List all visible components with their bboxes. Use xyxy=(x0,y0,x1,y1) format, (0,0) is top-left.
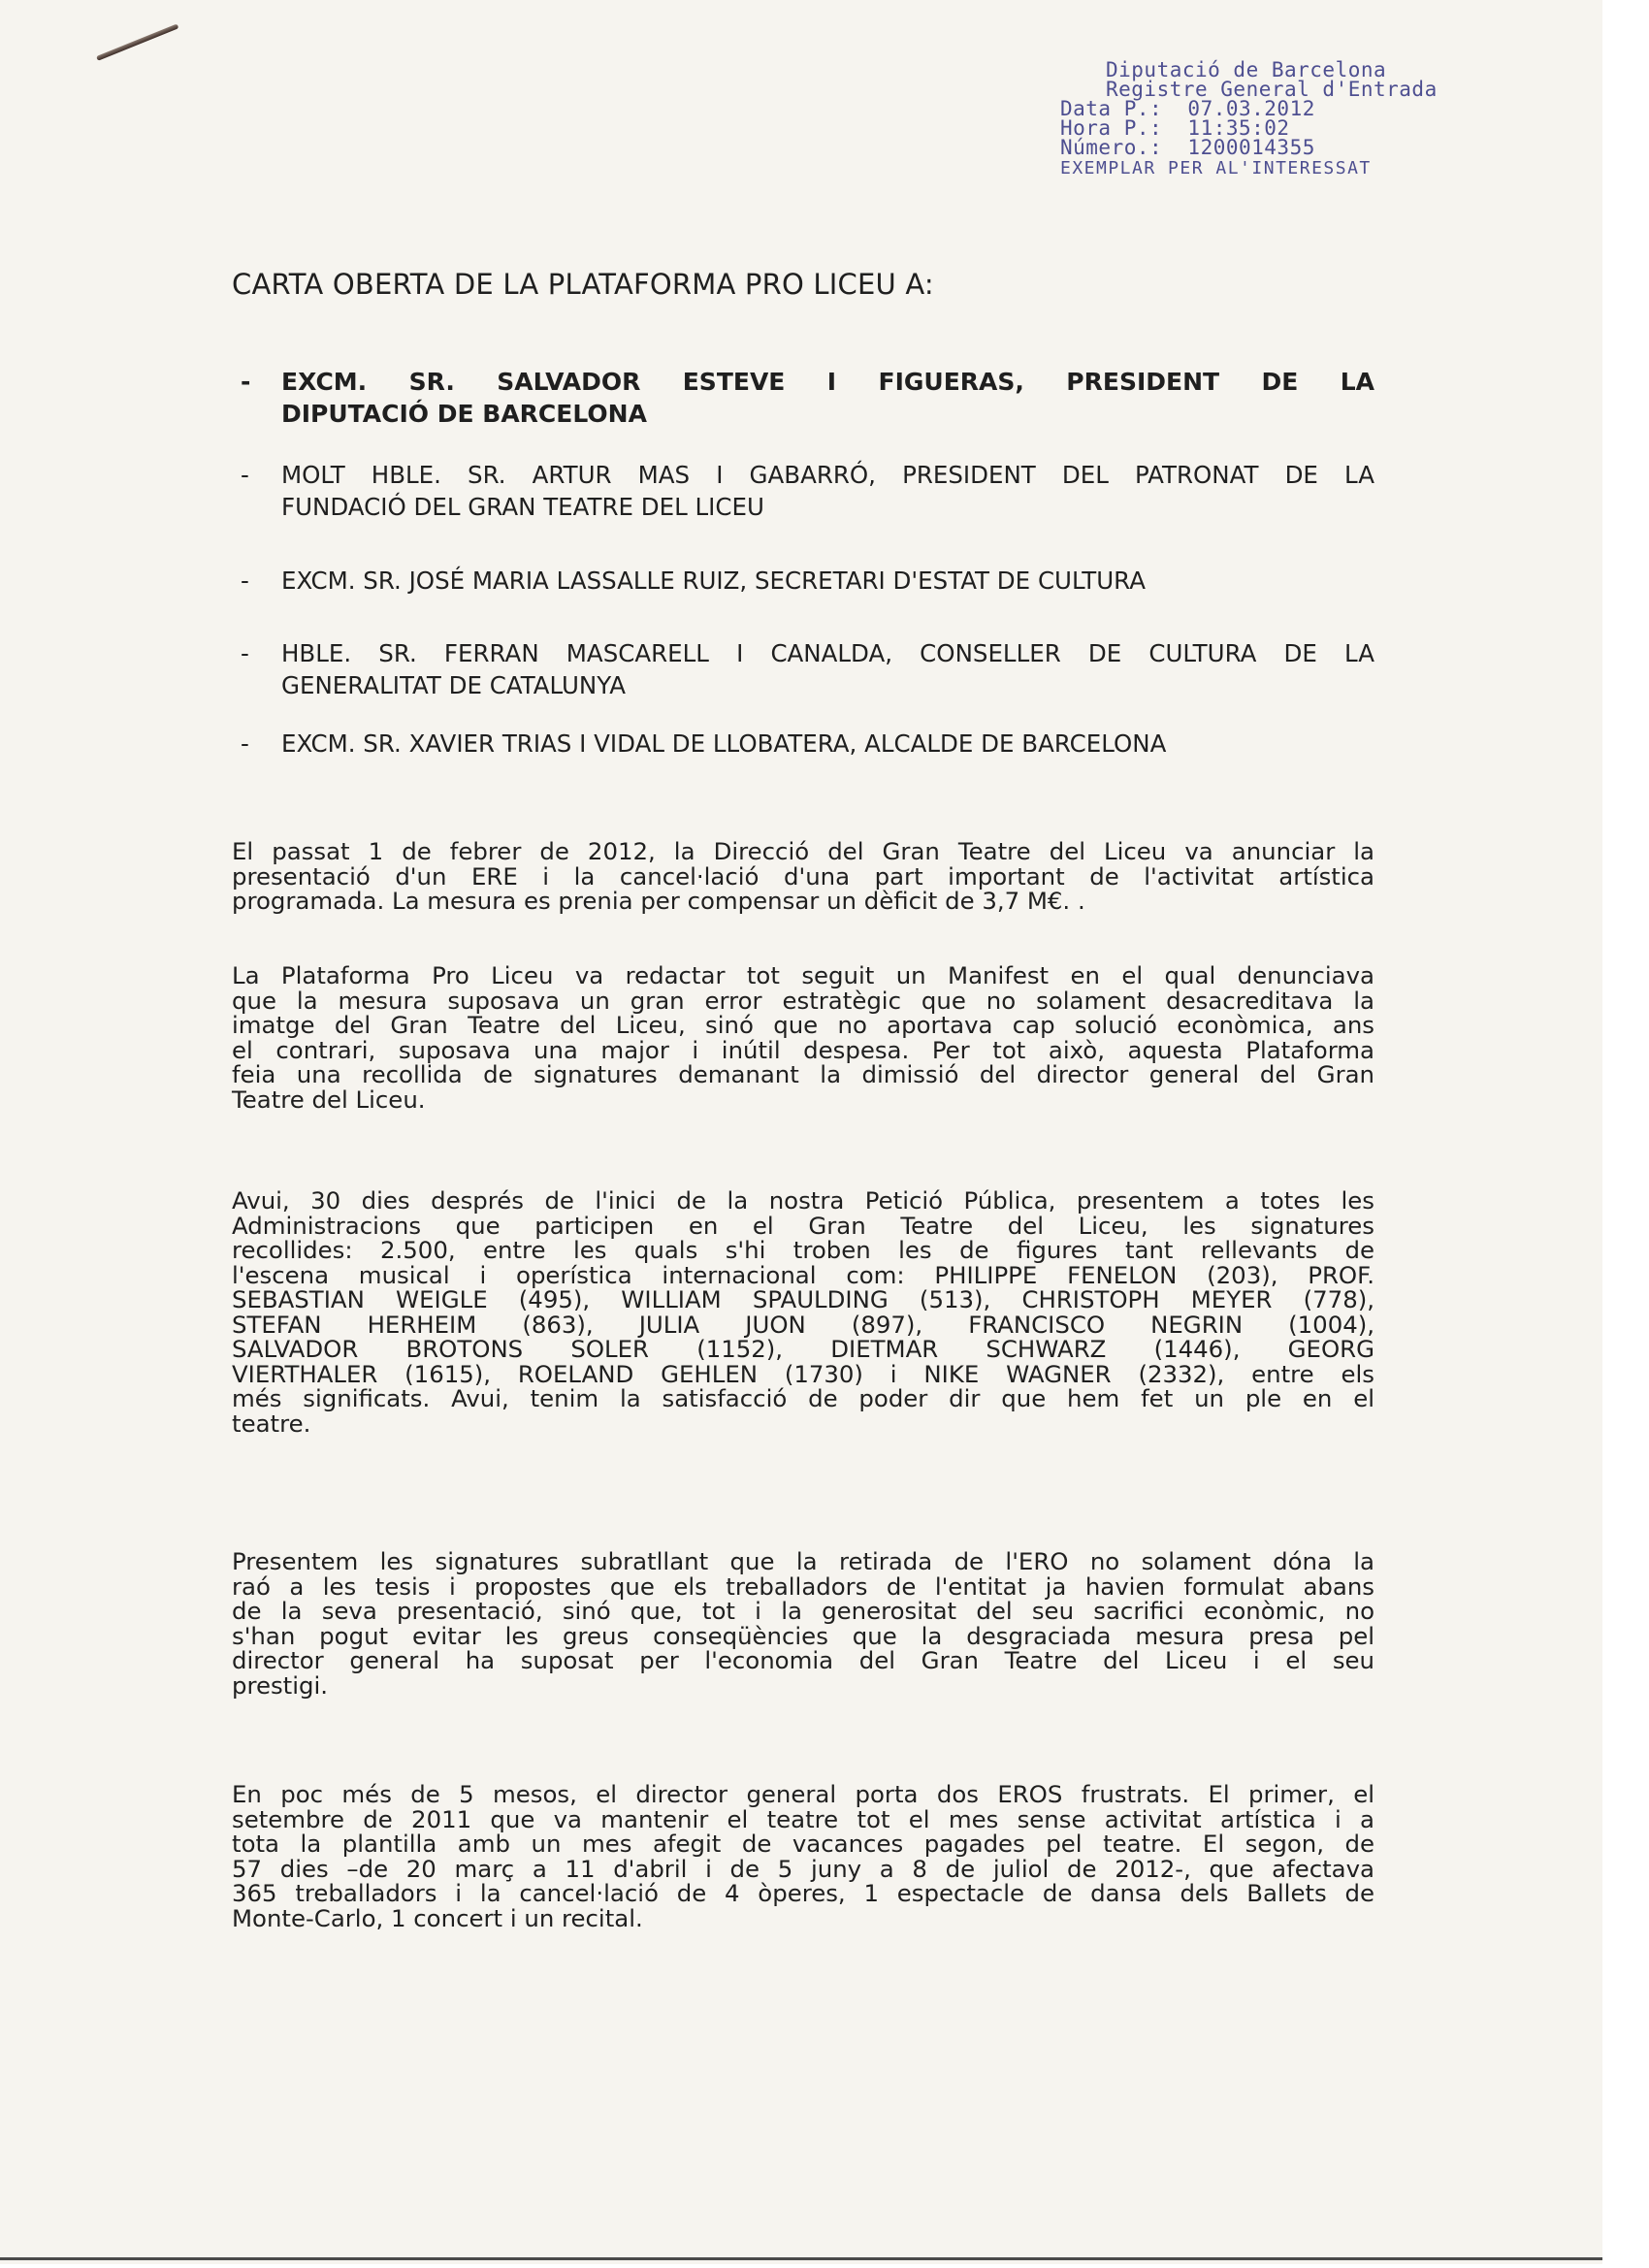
recipient-line: MOLT HBLE. SR. ARTUR MAS I GABARRÓ, PRESIDENT DEL PATRONAT DE LA xyxy=(281,461,1374,489)
text-line: En poc més de 5 mesos, el director general porta dos EROS frustrats. El primer, el xyxy=(232,1780,1374,1808)
paragraph-ero-withdrawal xyxy=(232,1549,1374,1698)
text-line: que la mesura suposava un gran error estratègic que no solament desacreditava la xyxy=(232,986,1374,1015)
paragraph-eros-frustrated xyxy=(232,1782,1374,1930)
text-line: La Plataforma Pro Liceu va redactar tot seguit un Manifest en el qual denunciava xyxy=(232,961,1374,989)
text-line: Administracions que participen en el Gran Teatre del Liceu, les signatures xyxy=(232,1211,1374,1240)
recipient-line: FUNDACIÓ DEL GRAN TEATRE DEL LICEU xyxy=(281,493,764,521)
text-line: recollides: 2.500, entre les quals s'hi troben les de figures tant rellevants de xyxy=(232,1236,1374,1264)
text-line: SALVADOR BROTONS SOLER (1152), DIETMAR SCHWARZ (1446), GEORG xyxy=(232,1335,1374,1363)
text-line: programada. La mesura es prenia per compensar un dèficit de 3,7 M€. . xyxy=(232,887,1085,915)
list-dash: - xyxy=(241,461,249,489)
text-line: presentació d'un ERE i la cancel·lació d'una part important de l'activitat artística xyxy=(232,861,1374,891)
stamp-copy-note: EXEMPLAR PER AL'INTERESSAT xyxy=(1060,158,1372,178)
recipient-line: DIPUTACIÓ DE BARCELONA xyxy=(281,400,647,428)
text-line: VIERTHALER (1615), ROELAND GEHLEN (1730) i NIKE WAGNER (2332), entre els xyxy=(232,1359,1374,1388)
text-line: Presentem les signatures subratllant que la retirada de l'ERO no solament dóna la xyxy=(232,1547,1374,1575)
paragraph-announcement xyxy=(232,839,1374,914)
text-line: imatge del Gran Teatre del Liceu, sinó que no aportava cap solució econòmica, ans xyxy=(232,1011,1374,1039)
stamp-registry: Registre General d'Entrada xyxy=(1106,78,1438,101)
staple-mark xyxy=(96,23,178,60)
text-line: El passat 1 de febrer de 2012, la Direcció del Gran Teatre del Liceu va anunciar la xyxy=(232,837,1374,865)
paragraph-manifest xyxy=(232,963,1374,1112)
text-line: tota la plantilla amb un mes afegit de vacances pagades pel teatre. El segon, de xyxy=(232,1830,1374,1858)
recipient-line: EXCM. SR. XAVIER TRIAS I VIDAL DE LLOBATERA, ALCALDE DE BARCELONA xyxy=(281,729,1167,758)
registry-stamp xyxy=(1060,60,1438,178)
text-line: Teatre del Liceu. xyxy=(232,1085,426,1114)
text-line: director general ha suposat per l'economia del Gran Teatre del Liceu i el seu xyxy=(232,1646,1374,1674)
list-dash: - xyxy=(241,567,249,595)
recipient-line: EXCM. SR. SALVADOR ESTEVE I FIGUERAS, PRESIDENT DE LA xyxy=(281,368,1374,396)
recipient-line: GENERALITAT DE CATALUNYA xyxy=(281,671,627,699)
text-line: de la seva presentació, sinó que, tot i la generositat del seu sacrifici econòmic, no xyxy=(232,1597,1374,1625)
text-line: Monte-Carlo, 1 concert i un recital. xyxy=(232,1903,643,1932)
recipient-line: EXCM. SR. JOSÉ MARIA LASSALLE RUIZ, SECRETARI D'ESTAT DE CULTURA xyxy=(281,567,1146,595)
stamp-number: Número.: 1200014355 xyxy=(1060,136,1315,159)
text-line: 365 treballadors i la cancel·lació de 4 òperes, 1 espectacle de dansa dels Ballets de xyxy=(232,1879,1374,1907)
list-dash: - xyxy=(241,729,249,758)
text-line: l'escena musical i operística internacional com: PHILIPPE FENELON (203), PROF. xyxy=(232,1260,1374,1289)
stamp-institution: Diputació de Barcelona xyxy=(1106,58,1387,81)
text-line: 57 dies –de 20 març a 11 d'abril i de 5 juny a 8 de juliol de 2012-, que afectava xyxy=(232,1854,1374,1883)
recipient-line: HBLE. SR. FERRAN MASCARELL I CANALDA, CONSELLER DE CULTURA DE LA xyxy=(281,639,1374,667)
page-bottom-edge xyxy=(0,2257,1602,2260)
text-line: prestigi. xyxy=(232,1670,329,1700)
stamp-time: Hora P.: 11:35:02 xyxy=(1060,116,1290,140)
recipient-item xyxy=(241,366,1374,430)
text-line: feia una recollida de signatures demanant la dimissió del director general del Gran xyxy=(232,1060,1374,1088)
list-dash: - xyxy=(241,368,251,396)
text-line: teatre. xyxy=(232,1409,311,1438)
text-line: el contrari, suposava una major i inútil despesa. Per tot això, aquesta Plataforma xyxy=(232,1035,1374,1064)
recipient-item xyxy=(241,459,1374,523)
recipient-item xyxy=(241,728,1374,760)
text-line: s'han pogut evitar les greus conseqüències que la desgraciada mesura presa pel xyxy=(232,1621,1374,1650)
text-line: raó a les tesis i propostes que els treballadors de l'entitat ja havien formulat abans xyxy=(232,1571,1374,1601)
recipient-item xyxy=(241,565,1374,597)
recipient-item xyxy=(241,637,1374,701)
text-line: STEFAN HERHEIM (863), JULIA JUON (897), FRANCISCO NEGRIN (1004), xyxy=(232,1310,1374,1339)
text-line: SEBASTIAN WEIGLE (495), WILLIAM SPAULDING (513), CHRISTOPH MEYER (778), xyxy=(232,1285,1374,1313)
stamp-date: Data P.: 07.03.2012 xyxy=(1060,97,1315,120)
paragraph-signatures xyxy=(232,1188,1374,1436)
list-dash: - xyxy=(241,639,249,667)
letter-title: CARTA OBERTA DE LA PLATAFORMA PRO LICEU A: xyxy=(232,268,934,301)
text-line: setembre de 2011 que va mantenir el teatre tot el mes sense activitat artística i a xyxy=(232,1804,1374,1833)
text-line: Avui, 30 dies després de l'inici de la nostra Petició Pública, presentem a totes les xyxy=(232,1186,1374,1215)
text-line: més significats. Avui, tenim la satisfacció de poder dir que hem fet un ple en el xyxy=(232,1384,1374,1412)
